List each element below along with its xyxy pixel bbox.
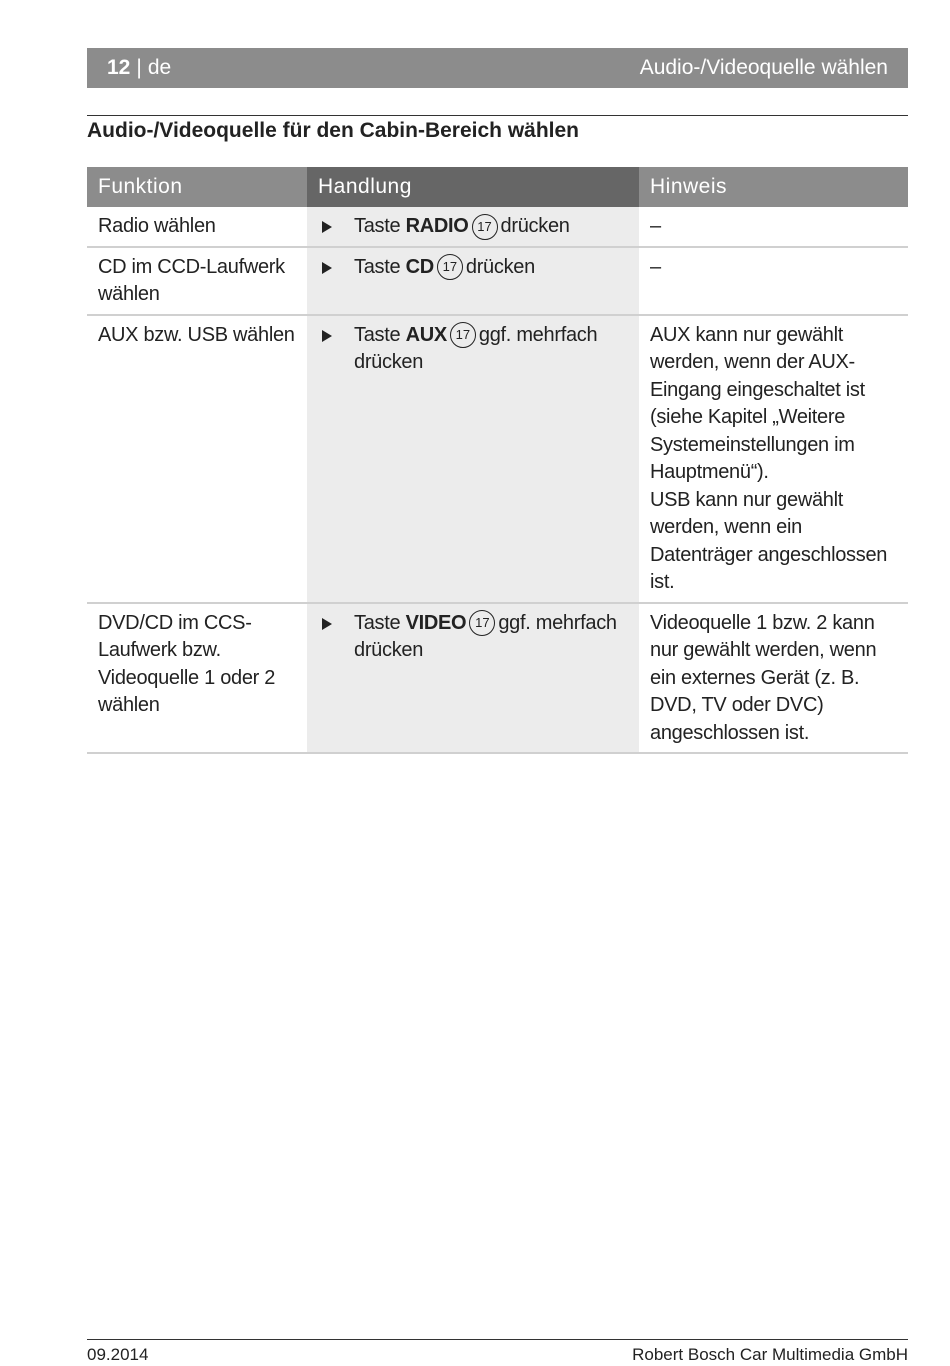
table-row	[87, 247, 908, 315]
cell-hint	[639, 603, 908, 754]
footer-company: Robert Bosch Car Multimedia GmbH	[632, 1345, 908, 1364]
cell-function	[87, 207, 307, 247]
page-header	[87, 48, 908, 88]
footer-divider	[87, 1339, 908, 1340]
action-step	[318, 322, 628, 377]
button-label: CD	[405, 255, 434, 278]
cell-action	[307, 207, 639, 247]
hint-text: USB kann nur gewählt werden, wenn ein Datenträger angeschlossen ist.	[650, 488, 888, 593]
table-row	[87, 603, 908, 754]
button-label: VIDEO	[405, 611, 467, 634]
section-divider	[87, 115, 908, 116]
triangle-bullet-icon	[322, 330, 332, 342]
table-body	[87, 207, 908, 753]
footer-date: 09.2014	[87, 1345, 149, 1364]
action-text	[354, 213, 570, 241]
action-step	[318, 254, 628, 282]
function-table	[87, 167, 908, 754]
button-label: AUX	[405, 323, 447, 346]
reference-number-icon: 17	[469, 610, 495, 636]
cell-action	[307, 315, 639, 603]
action-step	[318, 213, 628, 241]
action-text	[354, 322, 628, 377]
table-row	[87, 315, 908, 603]
cell-action	[307, 603, 639, 754]
action-suffix: drücken	[500, 215, 570, 237]
header-separator: |	[136, 56, 142, 79]
button-label: RADIO	[405, 215, 469, 237]
cell-hint	[639, 207, 908, 247]
cell-function	[87, 315, 307, 603]
action-text	[354, 610, 628, 665]
function-text: Radio wählen	[98, 215, 216, 237]
cell-hint	[639, 315, 908, 603]
header-left	[107, 56, 171, 80]
action-suffix: ggf. mehrfach drücken	[354, 323, 598, 373]
hint-text: AUX kann nur gewählt werden, wenn der AUX-Eingang eingeschaltet ist (siehe Kapitel „Weitere Systemeinstellungen im Hauptmenü“).	[650, 323, 865, 483]
cell-function	[87, 247, 307, 315]
action-suffix: drücken	[465, 255, 535, 278]
header-language: de	[147, 56, 172, 79]
triangle-bullet-icon	[322, 618, 332, 630]
hint-text: –	[650, 215, 661, 237]
hint-text: Videoquelle 1 bzw. 2 kann nur gewählt werden, wenn ein externes Gerät (z. B. DVD, TV oder DVC) angeschlossen ist.	[650, 611, 877, 744]
column-header-action: Handlung	[307, 167, 639, 207]
action-text	[354, 254, 535, 282]
action-suffix: ggf. mehrfach drücken	[354, 611, 617, 661]
header-chapter-title: Audio-/Videoquelle wählen	[639, 56, 888, 79]
action-prefix: Taste	[354, 215, 401, 237]
column-header-function: Funktion	[87, 167, 307, 207]
action-prefix: Taste	[354, 611, 401, 634]
reference-number-icon: 17	[450, 322, 476, 348]
table-row	[87, 207, 908, 247]
page-number: 12	[107, 56, 131, 79]
cell-action	[307, 247, 639, 315]
function-text: DVD/CD im CCS-Laufwerk bzw. Videoquelle 1 oder 2 wählen	[98, 611, 276, 716]
function-text: CD im CCD-Laufwerk wählen	[98, 255, 285, 305]
column-header-hint: Hinweis	[639, 167, 908, 207]
cell-function	[87, 603, 307, 754]
function-text: AUX bzw. USB wählen	[98, 323, 295, 346]
action-prefix: Taste	[354, 323, 401, 346]
triangle-bullet-icon	[322, 262, 332, 274]
cell-hint	[639, 247, 908, 315]
reference-number-icon: 17	[437, 254, 463, 280]
section-title: Audio-/Videoquelle für den Cabin-Bereich wählen	[87, 119, 580, 142]
reference-number-icon: 17	[472, 214, 498, 240]
triangle-bullet-icon	[322, 221, 332, 233]
table-header-row	[87, 167, 908, 207]
action-step	[318, 610, 628, 665]
action-prefix: Taste	[354, 255, 401, 278]
hint-text: –	[650, 255, 661, 278]
